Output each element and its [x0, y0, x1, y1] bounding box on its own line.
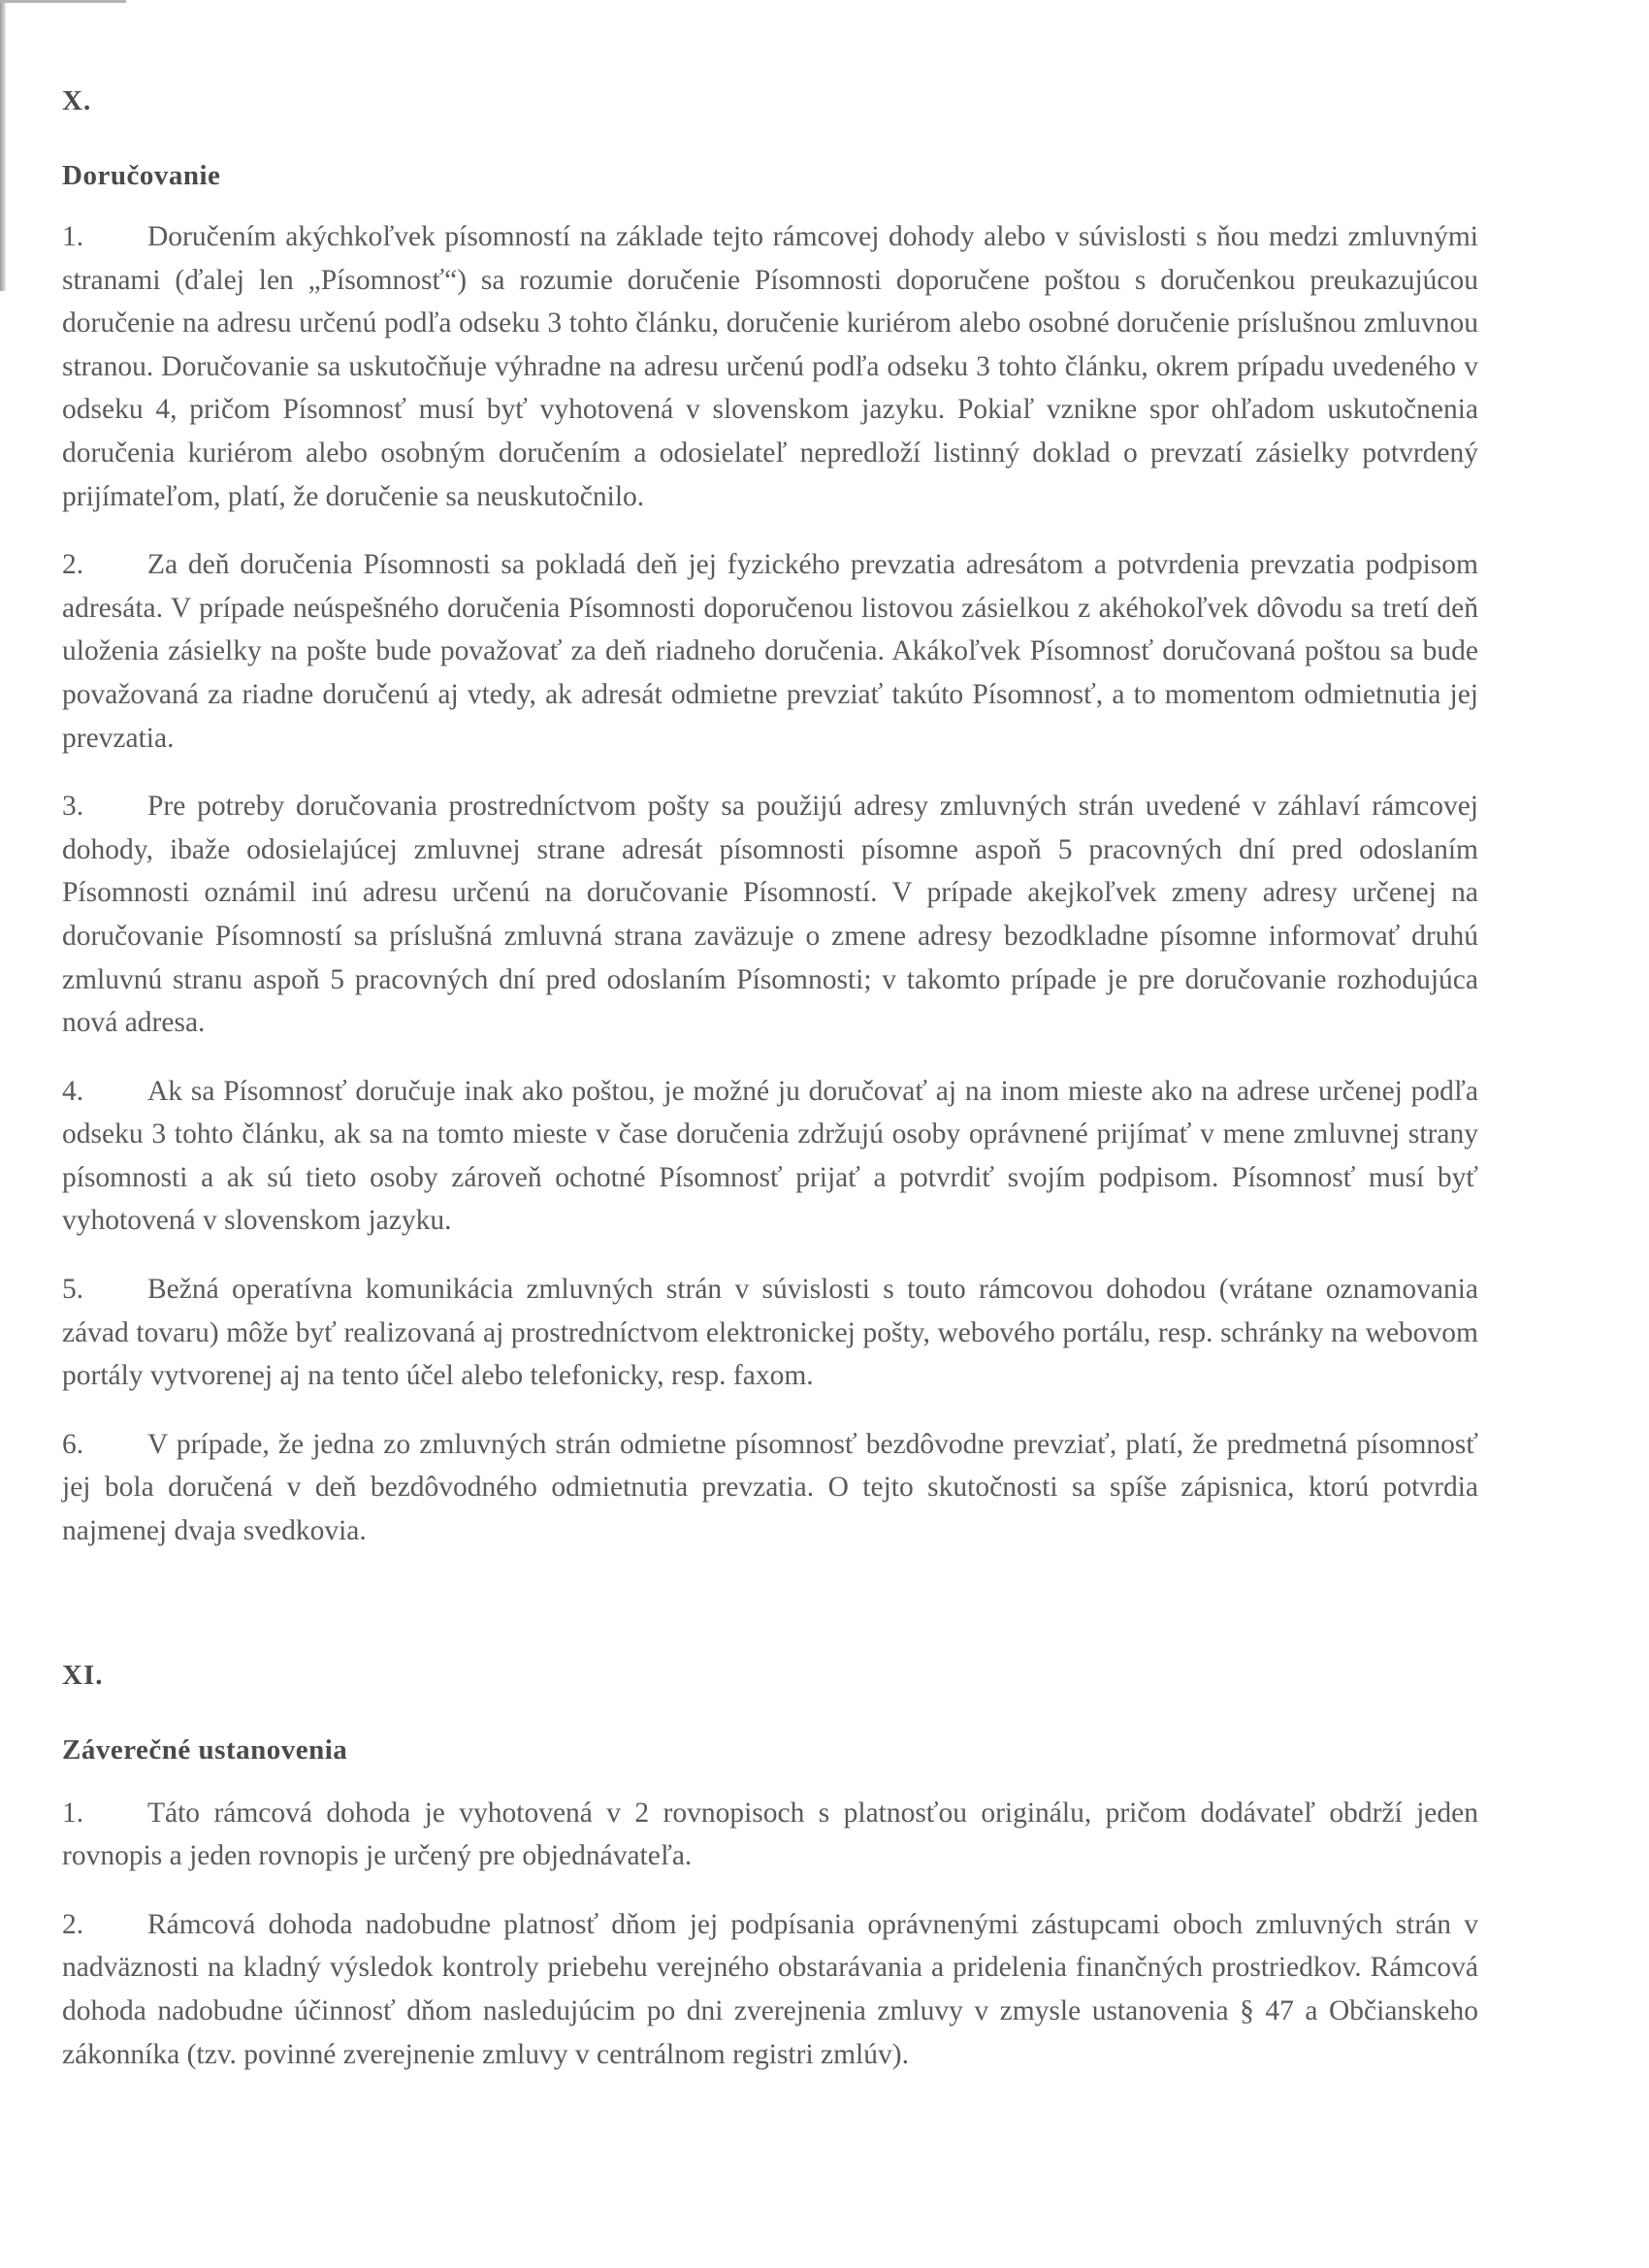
paragraph-text: Táto rámcová dohoda je vyhotovená v 2 rovnopisoch s platnosťou originálu, pričom dodávateľ obdrží jeden rovnopis a jeden rovnopis je určený pre objednávateľa. [62, 1797, 1478, 1872]
paragraph-number: 1. [62, 1797, 84, 1829]
paragraph-number: 3. [62, 791, 84, 823]
paragraph-text: Ak sa Písomnosť doručuje inak ako poštou, je možné ju doručovať aj na inom mieste ako na adrese určenej podľa odseku 3 tohto článku, ak sa na tomto mieste v čase doručenia zdržujú osoby oprávnené prijímať v mene zmluvnej strany písomnosti a ak sú tieto osoby zároveň ochotné Písomnosť prijať a potvrdiť svojím podpisom. Písomnosť musí byť vyhotovená v slovenskom jazyku. [62, 1075, 1478, 1237]
paragraph-number: 4. [62, 1075, 84, 1107]
section-10-paragraph-5 [62, 1268, 1478, 1398]
paragraph-number: 1. [62, 221, 84, 252]
section-11 [62, 1660, 1478, 2077]
section-11-paragraph-1 [62, 1792, 1478, 1878]
paragraph-text: Pre potreby doručovania prostredníctvom pošty sa použijú adresy zmluvných strán uvedené v záhlaví rámcovej dohody, ibaže odosielajúcej zmluvnej strane adresát písomnosti písomne aspoň 5 pracovných dní pred odoslaním Písomnosti oznámil inú adresu určenú na doručovanie Písomností. V prípade akejkoľvek zmeny adresy určenej na doručovanie Písomností sa príslušná zmluvná strana zaväzuje o zmene adresy bezodkladne písomne informovať druhú zmluvnú stranu aspoň 5 pracovných dní pred odoslaním Písomnosti; v takomto prípade je pre doručovanie rozhodujúca nová adresa. [62, 791, 1478, 1039]
paragraph-number: 2. [62, 1908, 84, 1940]
paragraph-text: V prípade, že jedna zo zmluvných strán odmietne písomnosť bezdôvodne prevziať, platí, že predmetná písomnosť jej bola doručená v deň bezdôvodného odmietnutia prevzatia. O tejto skutočnosti sa spíše zápisnica, ktorú potvrdia najmenej dvaja svedkovia. [62, 1428, 1478, 1547]
section-11-title: Záverečné ustanovenia [62, 1733, 348, 1766]
section-11-paragraph-2 [62, 1903, 1478, 2076]
section-11-number: XI. [62, 1659, 104, 1691]
section-10-paragraph-6 [62, 1423, 1478, 1553]
scan-edge-top-shadow [0, 0, 126, 3]
section-10-title: Doručovanie [62, 160, 221, 191]
paragraph-number: 5. [62, 1274, 84, 1306]
section-10-paragraph-1 [62, 215, 1478, 518]
section-10 [62, 85, 1478, 1553]
section-10-number: X. [62, 85, 92, 116]
paragraph-text: Rámcová dohoda nadobudne platnosť dňom jej podpísania oprávnenými zástupcami oboch zmluvných strán v nadväznosti na kladný výsledok kontroly priebehu verejného obstarávania a pridelenia finančných prostriedkov. Rámcová dohoda nadobudne účinnosť dňom nasledujúcim po dni zverejnenia zmluvy v zmysle ustanovenia § 47 a Občianskeho zákonníka (tzv. povinné zverejnenie zmluvy v centrálnom registri zmlúv). [62, 1908, 1478, 2070]
scan-edge-shadow [0, 0, 6, 291]
paragraph-text: Doručením akýchkoľvek písomností na základe tejto rámcovej dohody alebo v súvislosti s ňou medzi zmluvnými stranami (ďalej len „Písomnosť“) sa rozumie doručenie Písomnosti doporučene poštou s doručenkou preukazujúcou doručenie na adresu určenú podľa odseku 3 tohto článku, doručenie kuriérom alebo osobné doručenie príslušnou zmluvnou stranou. Doručovanie sa uskutočňuje výhradne na adresu určenú podľa odseku 3 tohto článku, okrem prípadu uvedeného v odseku 4, pričom Písomnosť musí byť vyhotovená v slovenskom jazyku. Pokiaľ vznikne spor ohľadom uskutočnenia doručenia kuriérom alebo osobným doručením a odosielateľ nepredloží listinný doklad o prevzatí zásielky potvrdený prijímateľom, platí, že doručenie sa neuskutočnilo. [62, 221, 1478, 512]
paragraph-number: 2. [62, 549, 84, 581]
section-10-paragraph-3 [62, 785, 1478, 1045]
paragraph-text: Za deň doručenia Písomnosti sa pokladá deň jej fyzického prevzatia adresátom a potvrdenia prevzatia podpisom adresáta. V prípade neúspešného doručenia Písomnosti doporučenou listovou zásielkou z akéhokoľvek dôvodu sa tretí deň uloženia zásielky na pošte bude považovať za deň riadneho doručenia. Akákoľvek Písomnosť doručovaná poštou sa bude považovaná za riadne doručenú aj vtedy, ak adresát odmietne prevziať takúto Písomnosť, a to momentom odmietnutia jej prevzatia. [62, 549, 1478, 754]
section-10-paragraph-2 [62, 543, 1478, 760]
document-page [62, 85, 1478, 2076]
paragraph-text: Bežná operatívna komunikácia zmluvných strán v súvislosti s touto rámcovou dohodou (vrátane oznamovania závad tovaru) môže byť realizovaná aj prostredníctvom elektronickej pošty, webového portálu, resp. schránky na webovom portály vytvorenej aj na tento účel alebo telefonicky, resp. faxom. [62, 1274, 1478, 1392]
section-10-paragraph-4 [62, 1070, 1478, 1243]
paragraph-number: 6. [62, 1428, 84, 1460]
